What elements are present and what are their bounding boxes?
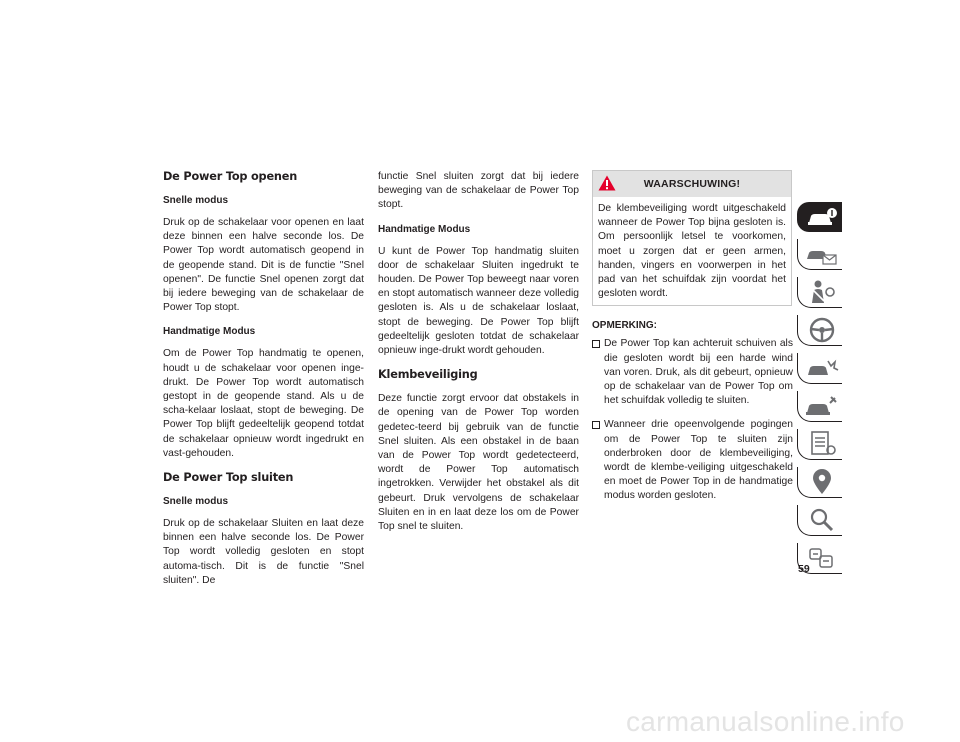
heading-pinch-protection: Klembeveiliging (378, 368, 478, 382)
steering-wheel-icon (804, 315, 840, 345)
warning-box (592, 170, 792, 306)
note-item (592, 418, 793, 503)
envelope-car-icon (804, 239, 840, 269)
checkbox-bullet-icon (592, 421, 600, 429)
warning-title: WAARSCHUWING! (643, 178, 741, 190)
tab-map-pin[interactable] (797, 467, 842, 498)
warning-body (593, 197, 791, 305)
warning-text: De klembeveiliging wordt uitgeschakeld wanneer de Power Top bijna gesloten is. Om persoonlijk letsel te voorkomen, moet u zorgen dat er geen armen, handen, vingers en voorwerpen in het pad van het schuifdak zijn voordat het gesloten wordt. (598, 203, 786, 300)
tab-envelope-car[interactable] (797, 239, 842, 270)
checkbox-bullet-icon (592, 340, 600, 348)
page-number: 59 (798, 563, 810, 575)
column-1 (163, 170, 364, 598)
subheading-manual-mode-open: Handmatige Modus (163, 326, 256, 338)
tab-checklist[interactable] (797, 429, 842, 460)
tab-steering-wheel[interactable] (797, 315, 842, 346)
note-heading: OPMERKING: (592, 320, 657, 332)
watermark: carmanualsonline.info (626, 706, 905, 737)
magnifier-icon (804, 505, 840, 535)
note-text: Wanneer drie opeenvolgende pogingen om de Power Top te sluiten zijn onderbroken door de klembeveiliging, wordt de klembe-veiliging uitgeschakeld en moet de Power Top in de handmatige modus worden gesloten. (604, 419, 793, 502)
tab-car-wrench[interactable] (797, 391, 842, 422)
tab-magnifier[interactable] (797, 505, 842, 536)
subheading-quick-mode-open: Snelle modus (163, 195, 229, 206)
chapter-tabs (797, 202, 842, 581)
seatbelt-person-icon (804, 277, 840, 307)
paragraph-manual-close: U kunt de Power Top handmatig sluiten door de schakelaar Sluiten ingedrukt te houden. De Power Top beweegt naar voren en stopt automatisch wanneer deze volledig gesloten is. Als u de schakelaar loslaat, stopt de beweging. De Power Top blijft gedeeltelijk gesloten totdat de schakelaar opnieuw inge-drukt wordt gehouden. (378, 245, 579, 357)
car-crash-icon (804, 353, 840, 383)
paragraph-manual-open: Om de Power Top handmatig te openen, houdt u de schakelaar voor openen inge-drukt. De Power Top wordt automatisch gestopt in de geopende stand. Als u de scha-kelaar loslaat, stopt de beweging. De Power Top blijft gedeeltelijk geopend totdat de schakelaar opnieuw wordt ingedrukt en vast-gehouden. (163, 348, 364, 459)
tab-seatbelt-person[interactable] (797, 277, 842, 308)
note-list (592, 337, 793, 503)
warning-header (593, 171, 791, 197)
subheading-quick-mode-close: Snelle modus (163, 496, 229, 508)
paragraph-quick-close-continued: functie Snel sluiten zorgt dat bij iedere beweging van de schakelaar de Power Top stopt. (378, 171, 579, 211)
checklist-icon (804, 429, 840, 459)
map-pin-icon (804, 467, 840, 497)
heading-power-top-close: De Power Top sluiten (163, 471, 294, 485)
paragraph-quick-open: Druk op de schakelaar voor openen en laat deze binnen een halve seconde los. De Power Top wordt automatisch geopend in de geopende stand. Dit is de functie "Snel openen". De functie Snel openen zorgt dat bij iedere beweging van de schakelaar de Power Top stopt. (163, 217, 364, 314)
warning-triangle-icon (598, 175, 616, 191)
note-text: De Power Top kan achteruit schuiven als die gesloten wordt bij een harde wind van voren. Druk, als dit gebeurt, opnieuw op de schakelaar van de Power Top om het schuifdak volledig te sluiten. (604, 338, 793, 407)
subheading-manual-mode-close: Handmatige Modus (378, 223, 471, 235)
car-info-icon (803, 202, 839, 232)
paragraph-pinch-protection: Deze functie zorgt ervoor dat obstakels in de opening van de Power Top worden gedetec-teerd bij gebruik van de functie Snel sluiten. Als een obstakel in de baan van de Power Top wordt gedetecteerd, wordt de Power Top automatisch ingetrokken. Verwijder het obstakel als dit gebeurt. Druk vervolgens de schakelaar Sluiten en in en laat deze los om de Power Top snel te sluiten. (378, 393, 579, 533)
paragraph-quick-close: Druk op de schakelaar Sluiten en laat deze binnen een halve seconde los. De Power Top wordt volledig gesloten en stopt automa-tisch. Dit is de functie "Snel sluiten". De (163, 518, 364, 586)
note-item (592, 337, 793, 408)
tab-car-crash[interactable] (797, 353, 842, 384)
tab-car-info[interactable] (797, 202, 842, 232)
column-2 (378, 170, 579, 544)
heading-power-top-open: De Power Top openen (163, 170, 298, 183)
car-wrench-icon (804, 391, 840, 421)
column-3 (592, 170, 793, 514)
